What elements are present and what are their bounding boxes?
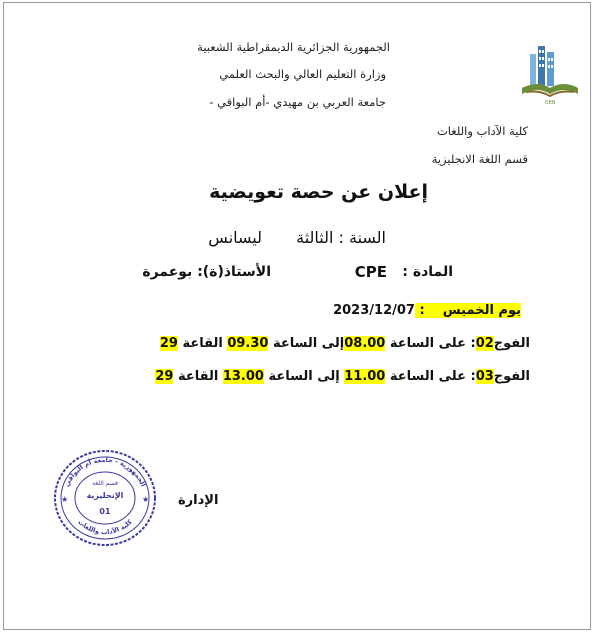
day-label: يوم الخميس [442, 303, 521, 318]
session-date: 2023/12/07 [333, 303, 415, 318]
stamp-number: 01 [99, 507, 111, 516]
stamp-bottom-text: كلية الآداب واللغات [76, 517, 134, 537]
stamp-top-text: الجمهورية - جامعة أم البواقي [62, 455, 148, 488]
header-ministry: وزارة التعليم العالي والبحث العلمي [219, 67, 386, 81]
start-time: 08.00 [344, 336, 386, 351]
session-day [333, 303, 521, 318]
university-logo [520, 40, 580, 108]
subject-label: المادة : [402, 264, 453, 280]
group-02-row [160, 336, 530, 351]
faculty-name: كلية الآداب واللغات [436, 124, 528, 138]
group-03-row [155, 369, 530, 384]
end-label: إلى الساعة [263, 369, 345, 384]
svg-text:كلية الآداب واللغات [76, 518, 134, 536]
announcement-title: إعلان عن حصة تعويضية [209, 181, 428, 203]
room-label: القاعة [177, 336, 228, 351]
start-time: 11.00 [344, 369, 386, 384]
teacher-name: الأستاذ(ة): بوعمرة [142, 264, 271, 280]
group-number: 02 [475, 336, 494, 351]
stamp-dept2-text: الإنجليزية [86, 491, 124, 500]
official-stamp [52, 448, 158, 548]
stamp-star-right: ★ [142, 495, 150, 504]
level-label: ليسانس [208, 228, 262, 247]
department-name: قسم اللغة الانجليزية [431, 152, 528, 166]
group-number: 03 [475, 369, 494, 384]
year-label: السنة : الثالثة [296, 228, 386, 247]
start-label: : على الساعة [385, 369, 476, 384]
group-prefix: الفوج [493, 369, 530, 384]
subject-code: CPE [354, 263, 387, 281]
end-time: 09.30 [227, 336, 269, 351]
stamp-dept-text: قسم اللغة [92, 480, 118, 487]
header-university: جامعة العربي بن مهيدي -أم البواقي - [209, 95, 386, 109]
end-label: إلى الساعة [268, 336, 345, 351]
day-separator: : [415, 303, 443, 318]
svg-text:OEB: OEB [544, 100, 556, 106]
administration-label: الإدارة [178, 493, 219, 508]
stamp-star-left: ★ [61, 495, 69, 504]
room-number: 29 [155, 369, 174, 384]
room-label: القاعة [173, 369, 223, 384]
start-label: : على الساعة [385, 336, 476, 351]
room-number: 29 [159, 336, 178, 351]
group-prefix: الفوج [493, 336, 530, 351]
end-time: 13.00 [222, 369, 264, 384]
header-republic: الجمهورية الجزائرية الديمقراطية الشعبية [197, 40, 390, 54]
